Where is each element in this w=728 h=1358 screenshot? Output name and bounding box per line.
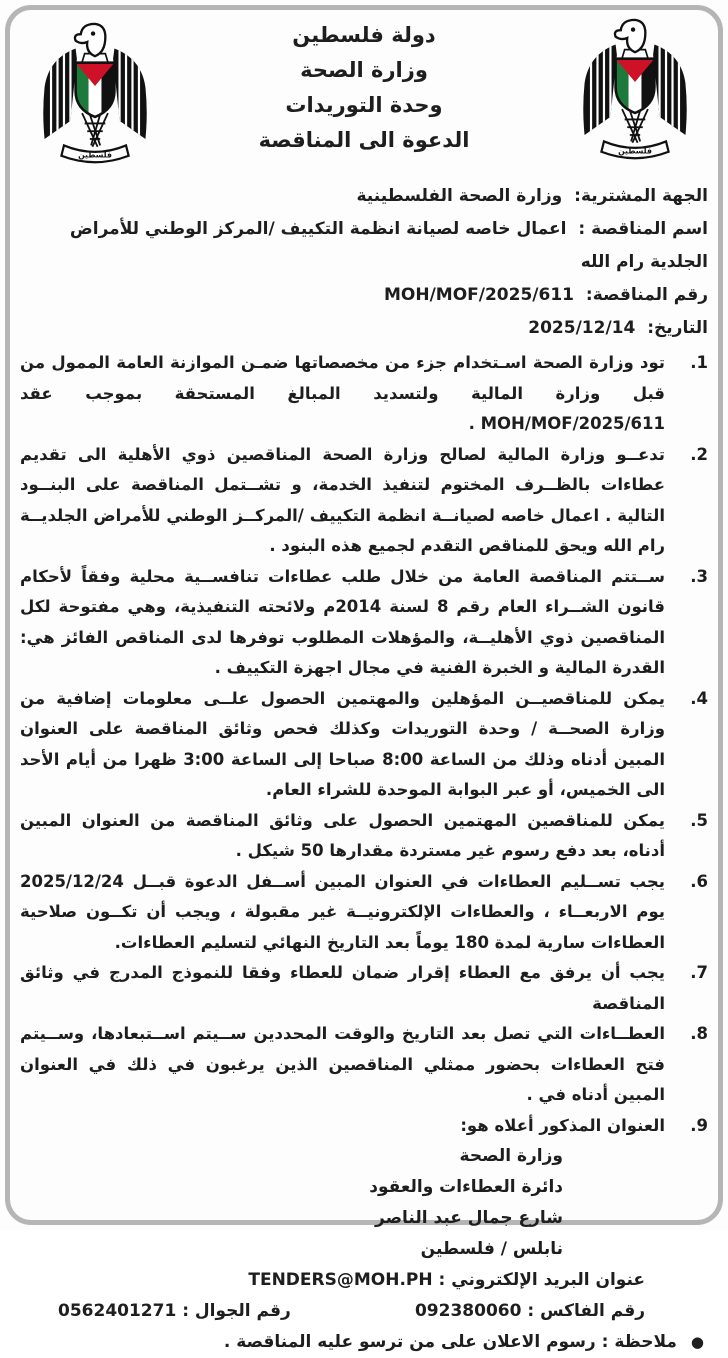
mobile-number: 0562401271 bbox=[58, 1301, 177, 1321]
mobile-label: رقم الجوال : bbox=[182, 1301, 291, 1321]
tender-date-line bbox=[20, 312, 708, 345]
header-unit-line: وحدة التوريدات bbox=[285, 93, 443, 117]
header-state-line: دولة فلسطين bbox=[292, 23, 436, 47]
email-value: TENDERS@MOH.PH bbox=[248, 1270, 433, 1290]
header-ministry-line: وزارة الصحة bbox=[300, 58, 428, 82]
address-line-department: دائرة العطاءات والعقود bbox=[369, 1177, 563, 1197]
clause-number: 4. bbox=[690, 688, 708, 708]
tender-name-value: اعمال خاصه لصيانة انظمة التكييف /المركز الوطني للأمراض الجلدية رام الله bbox=[69, 219, 708, 272]
clause-text: يمكن للمناقصيــن المؤهلين والمهتمين الحصول علــى معلومات إضافية من وزارة الصحــة / وحدة التوريدات وكذلك فحص وثائق المناقصة على العنوان المبين أدناه وذلك من الساعة 8:00 صباحا إلى الساعة 3:00 ظهرا من أيام الأحد الى الخميس، أو عبر البوابة الموحدة للشراء العام. bbox=[20, 688, 665, 799]
clause-text: العطــاءات التي تصل بعد التاريخ والوقت المحددين ســيتم اســتبعادها، وســيتم فتح العطاءات بحضور ممثلي المناقصين الذين يرغبون في ذلك في العنوان المبين أدناه في . bbox=[20, 1024, 665, 1104]
tender-number-line bbox=[20, 279, 708, 312]
palestine-coat-of-arms-icon bbox=[568, 16, 702, 166]
clause-number: 3. bbox=[690, 566, 708, 586]
clause-number: 8. bbox=[690, 1024, 708, 1043]
tender-meta-block bbox=[20, 180, 708, 345]
clause-text: تود وزارة الصحة اسـتخدام جزء من مخصصاتها ضمـن الموازنة العامة الممول من قبل وزارة المالية ولتسديد المبالغ المستحقة بموجب عقد MOH/MOF/2025/611 . bbox=[20, 353, 665, 433]
clause-2 bbox=[20, 440, 708, 562]
header-title-block bbox=[154, 14, 574, 158]
header-doc-title-line: الدعوة الى المناقصة bbox=[258, 128, 470, 152]
clause-7 bbox=[20, 958, 708, 1019]
address-line-street: شارع جمال عبد الناصر bbox=[375, 1208, 563, 1228]
note-text: ملاحظة : رسوم الاعلان على من ترسو عليه المناقصة . bbox=[223, 1332, 677, 1352]
clause-4 bbox=[20, 684, 708, 806]
tender-name-line bbox=[20, 213, 708, 279]
clause-1 bbox=[20, 348, 708, 440]
clause-8 bbox=[20, 1019, 708, 1111]
clause-text: تدعــو وزارة المالية لصالح وزارة الصحة المناقصين ذوي الأهلية الى تقديم عطاءات بالظــرف المختوم لتنفيذ الخدمة، و تشــتمل المناقصة على البنــود التالية . اعمال خاصه لصيانــة انظمة التكييف /المركــز الوطني للأمراض الجلديــة رام الله ويحق للمناقص التقدم لجميع هذه البنود . bbox=[20, 444, 665, 555]
clause-number: 1. bbox=[690, 353, 708, 372]
clause-number: 6. bbox=[690, 871, 708, 891]
clause-text: يمكن للمناقصين المهتمين الحصول على وثائق المناقصة من العنوان المبين أدناه، بعد دفع رسوم غير مستردة مقدارها 50 شيكل . bbox=[20, 810, 665, 860]
clauses-list bbox=[20, 348, 708, 1141]
clause-3 bbox=[20, 562, 708, 684]
palestine-coat-of-arms-icon bbox=[28, 20, 162, 170]
buyer-value: وزارة الصحة الفلسطينية bbox=[356, 186, 563, 206]
buyer-label: الجهة المشترية: bbox=[574, 186, 708, 206]
clause-number: 2. bbox=[690, 444, 708, 464]
email-line bbox=[20, 1265, 645, 1296]
tender-name-label: اسم المناقصة : bbox=[578, 219, 708, 239]
document-content bbox=[20, 14, 708, 1358]
clause-5 bbox=[20, 806, 708, 867]
fax-block bbox=[415, 1296, 645, 1327]
bullet-icon: ● bbox=[690, 1333, 704, 1351]
address-line-ministry: وزارة الصحة bbox=[459, 1146, 563, 1166]
document-header bbox=[20, 14, 708, 174]
tender-number-label: رقم المناقصة: bbox=[585, 285, 708, 305]
address-line-city: نابلس / فلسطين bbox=[420, 1239, 563, 1259]
buyer-line bbox=[20, 180, 708, 213]
tender-number-value: MOH/MOF/2025/611 bbox=[383, 285, 574, 305]
fax-label: رقم الفاكس : bbox=[527, 1301, 645, 1321]
email-label: عنوان البريد الإلكتروني : bbox=[438, 1270, 645, 1290]
mobile-block bbox=[58, 1296, 291, 1327]
note-row bbox=[20, 1327, 704, 1358]
clause-6 bbox=[20, 867, 708, 959]
clause-9 bbox=[20, 1111, 708, 1142]
fax-number: 092380060 bbox=[414, 1301, 522, 1321]
clause-text: ســتتم المناقصة العامة من خلال طلب عطاءات تنافســية محلية وفقاً لأحكام قانون الشــراء العام رقم 8 لسنة 2014م ولائحته التنفيذية، وهي مفتوحة لكل المناقصين ذوي الأهليــة، والمؤهلات المطلوب توفرها لدى المناقص الفائز هي: القدرة المالية و الخبرة الفنية في مجال اجهزة التكييف . bbox=[20, 566, 665, 677]
clause-text: العنوان المذكور أعلاه هو: bbox=[460, 1115, 665, 1135]
clause-text: يجب تســليم العطاءات في العنوان المبين أســفل الدعوة قبــل 2025/12/24 يوم الاربعــاء ، والعطاءات الإلكترونيــة غير مقبولة ، ويجب أن تكــون صلاحية العطاءات سارية لمدة 180 يوماً بعد التاريخ النهائي لتسليم العطاءات. bbox=[20, 871, 665, 952]
contact-row bbox=[58, 1296, 645, 1327]
clause-number: 9. bbox=[690, 1115, 708, 1135]
clause-text: يجب أن يرفق مع العطاء إقرار ضمان للعطاء وفقا للنموذج المدرج في وثائق المناقصة bbox=[20, 963, 665, 1013]
tender-date-label: التاريخ: bbox=[647, 318, 708, 338]
address-block bbox=[20, 1141, 563, 1265]
tender-date-value: 2025/12/14 bbox=[528, 318, 636, 338]
clause-number: 7. bbox=[690, 963, 708, 982]
clause-number: 5. bbox=[690, 810, 708, 830]
